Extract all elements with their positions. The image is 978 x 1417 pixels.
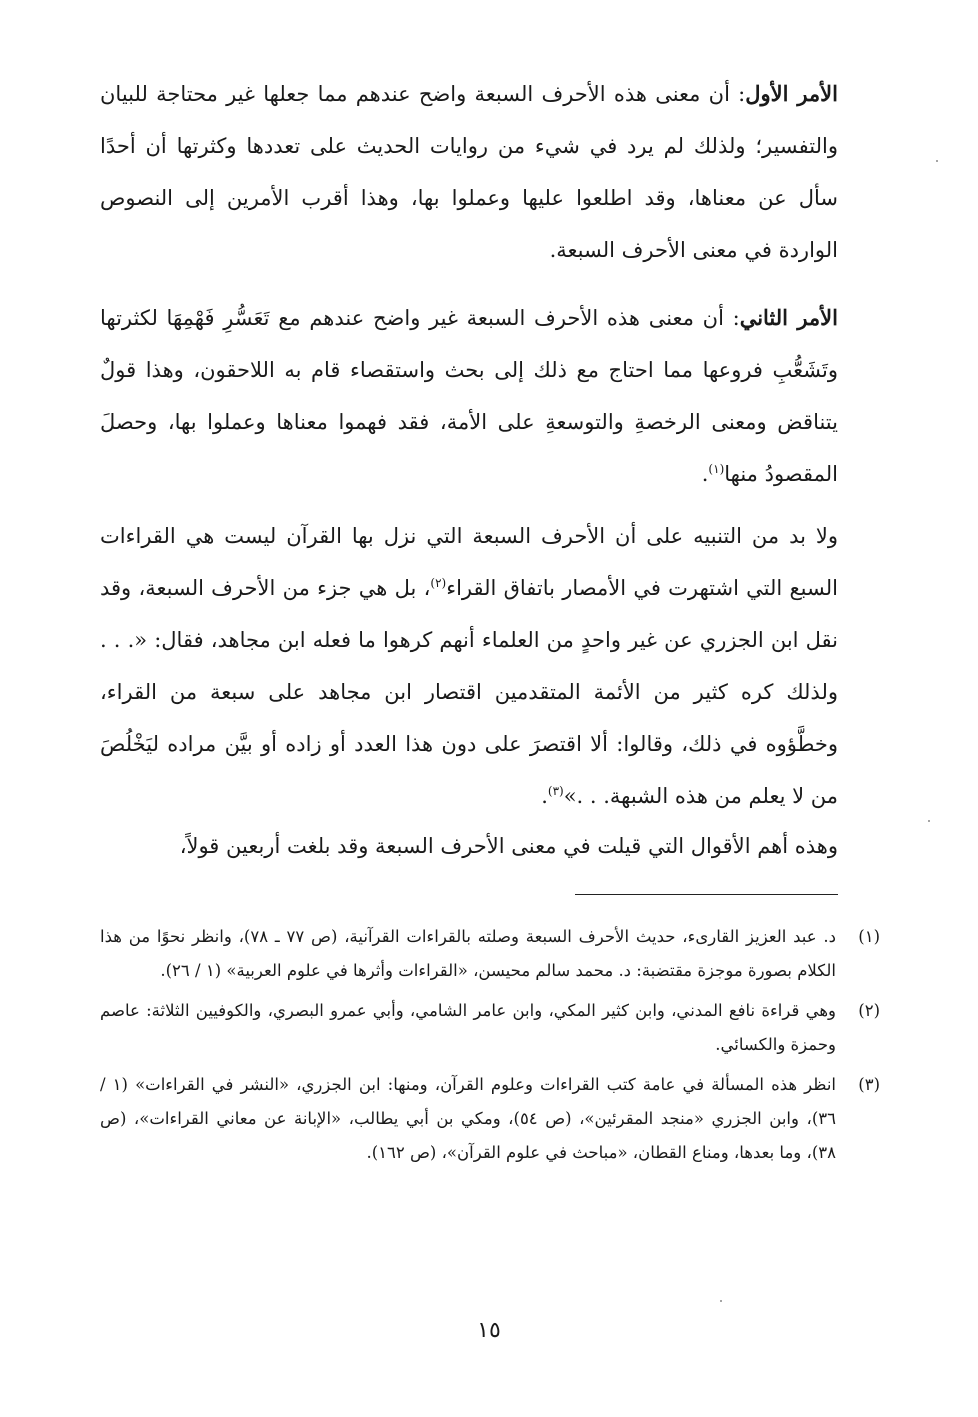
paragraph-text: وهذه أهم الأقوال التي قيلت في معنى الأحرف السبعة وقد بلغت أربعين قولاً، bbox=[179, 834, 838, 858]
footnote-text: وهي قراءة نافع المدني، وابن كثير المكي، وابن عامر الشامي، وأبي عمرو البصري، والكوفيين الثلاثة: عاصم وحمزة والكسائي. bbox=[100, 1001, 836, 1054]
scan-speck bbox=[720, 1300, 722, 1302]
footnote-text: د. عبد العزيز القارىء، حديث الأحرف السبعة وصلته بالقراءات القرآنية، (ص ٧٧ ـ ٧٨)، وانظر نحوًا من هذا الكلام بصورة موجزة مقتضبة: د. محمد سالم محيسن، «القراءات وأثرها في علوم العربية» (١ / ٢٦). bbox=[100, 927, 837, 980]
footnote-number: (١) bbox=[858, 927, 880, 946]
paragraph-text: : أن معنى هذه الأحرف السبعة غير واضح عندهم مع تَعَسُّرِ فَهْمِهَا لكثرتها وتَشَعُّبِ فروعها مما احتاج مع ذلك إلى بحث واستقصاء قام به اللاحقون، وهذا قولٌ يتناقض ومعنى الرخصةِ والتوسعةِ على الأمة، فقد فهموا معناها وعملوا بها، وحصلَ المقصودُ منها bbox=[100, 306, 838, 486]
paragraph-tail: . bbox=[701, 462, 709, 486]
scan-speck bbox=[936, 160, 938, 162]
paragraph-opinions-intro bbox=[100, 820, 838, 872]
footnote-item bbox=[100, 920, 880, 988]
footnote-item bbox=[100, 994, 880, 1062]
footnote-number: (٢) bbox=[858, 1001, 880, 1020]
footnote-reference[interactable]: (١) bbox=[708, 462, 725, 476]
page-number: ١٥ bbox=[477, 1318, 501, 1343]
footnote-number: (٣) bbox=[858, 1075, 880, 1094]
scan-speck bbox=[928, 820, 930, 822]
footnote-separator bbox=[575, 894, 838, 895]
paragraph-text-continued: ، بل هي جزء من الأحرف السبعة، وقد نقل ابن الجزري عن غير واحدٍ من العلماء أنهم كرهوا ما فعله ابن مجاهد، فقال: «. . . ولذلك كره كثير من الأئمة المتقدمين اقتصار ابن مجاهد على سبعة من القراء، وخطَّؤوه في ذلك، وقالوا: ألا اقتصرَ على دون هذا العدد أو زاده أو بيَّن مراده ليَخْلُصَ من لا يعلم من هذه الشبهة. . .» bbox=[100, 576, 838, 808]
paragraph-first-matter bbox=[100, 68, 838, 276]
paragraph-seven-readings-note bbox=[100, 510, 838, 822]
paragraph-text: ولا بد من التنبيه على أن الأحرف السبعة التي نزل بها القرآن ليست هي القراءات السبع التي اشتهرت في الأمصار باتفاق القراء bbox=[100, 524, 838, 600]
paragraph-lead: الأمر الثاني bbox=[739, 305, 838, 330]
paragraph-lead: الأمر الأول bbox=[745, 81, 838, 106]
footnote-item bbox=[100, 1068, 880, 1170]
footnote-reference[interactable]: (٣) bbox=[547, 784, 564, 798]
footnote-reference[interactable]: (٢) bbox=[430, 576, 447, 590]
footnote-text: انظر هذه المسألة في عامة كتب القراءات وعلوم القرآن، ومنها: ابن الجزري، «النشر في القراءات» (١ / ٣٦)، وابن الجزري «منجد المقرئين»، (ص ٥٤)، ومكي بن أبي يطالب، «الإبانة عن معاني القراءات»، (ص ٣٨)، وما بعدها، ومناع القطان، «مباحث في علوم القرآن»، (ص ١٦٢). bbox=[100, 1075, 836, 1162]
paragraph-second-matter bbox=[100, 292, 838, 500]
footnote-list bbox=[100, 920, 880, 1176]
paragraph-tail: . bbox=[541, 784, 548, 808]
paragraph-text: : أن معنى هذه الأحرف السبعة واضح عندهم مما جعلها غير محتاجة للبيان والتفسير؛ ولذلك لم يرد في شيء من روايات الحديث على تعددها وكثرتها أن أحدًا سأل عن معناها، وقد اطلعوا عليها وعملوا بها، وهذا أقرب الأمرين إلى النصوص الواردة في معنى الأحرف السبعة. bbox=[100, 82, 838, 262]
